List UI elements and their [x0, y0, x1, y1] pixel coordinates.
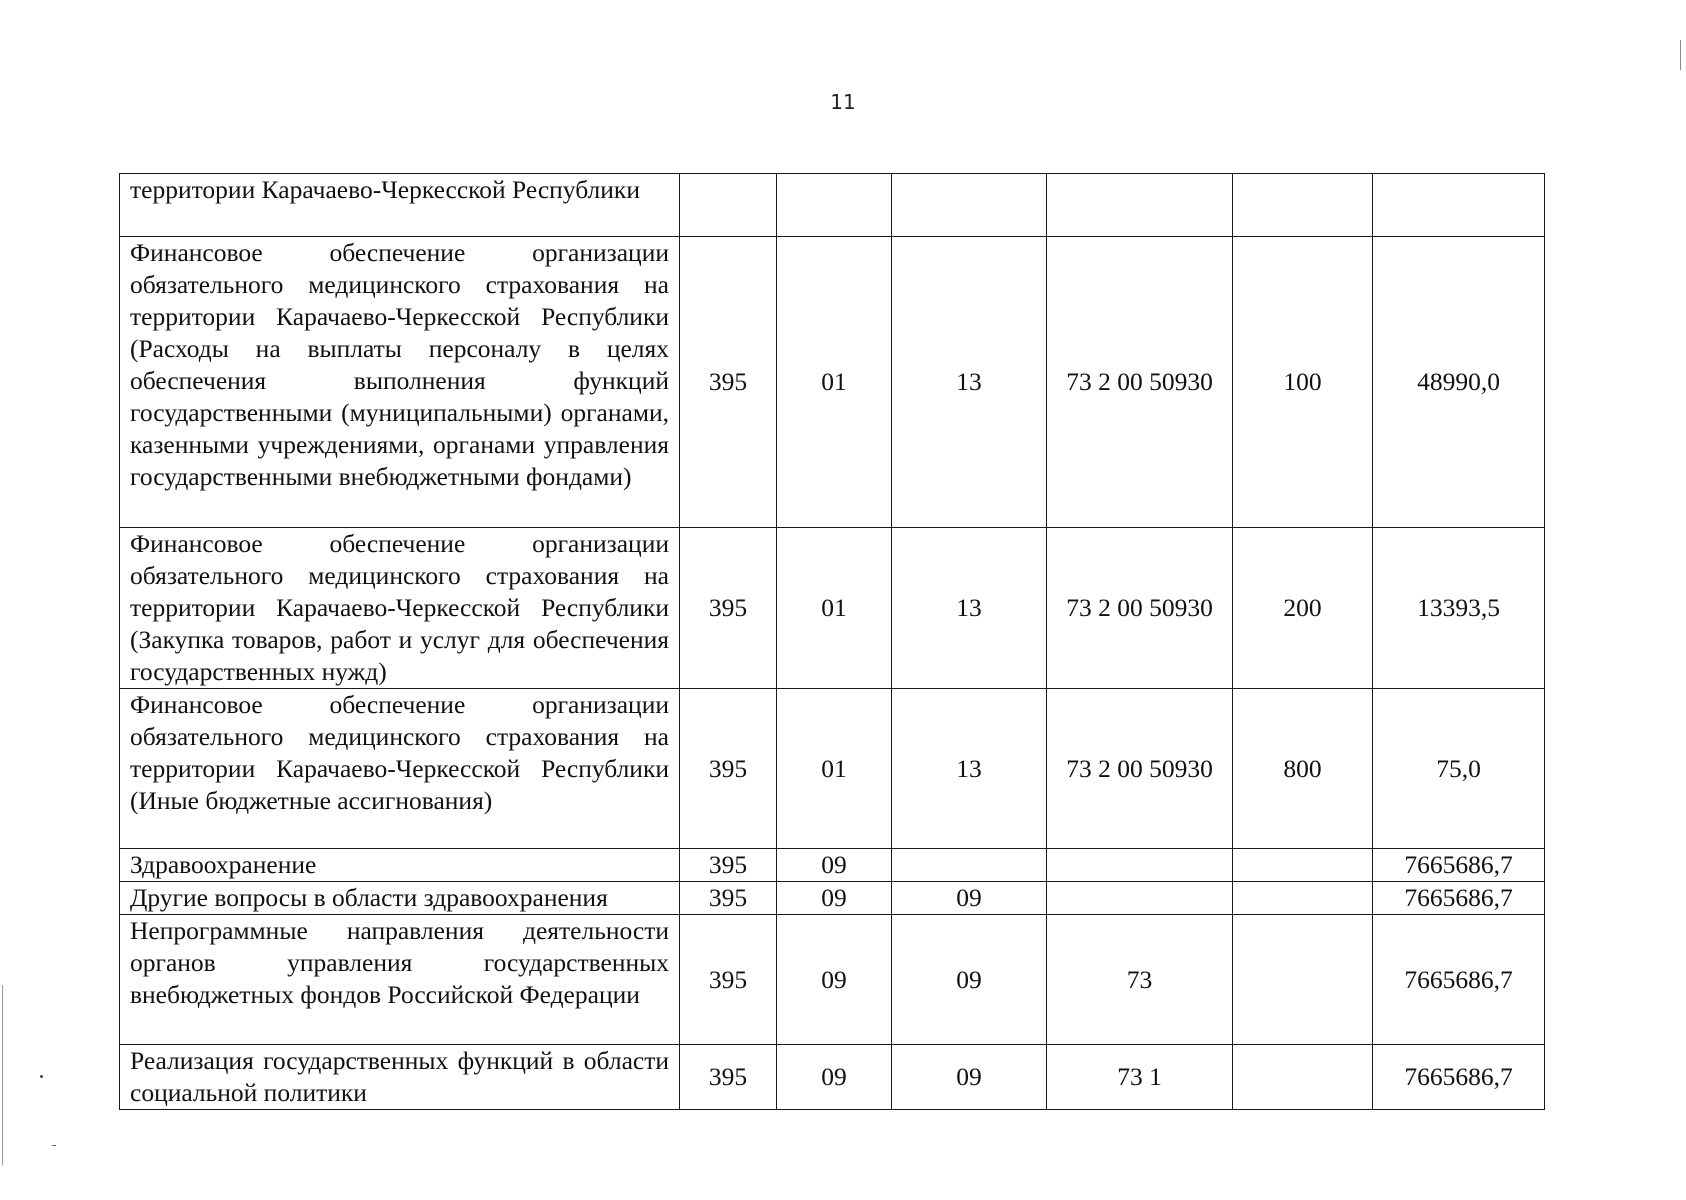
row-subsection: 09 [892, 882, 1047, 915]
row-subsection: 13 [892, 237, 1047, 528]
row-sum: 7665686,7 [1373, 882, 1545, 915]
table-row [120, 882, 1545, 915]
scan-dot [40, 1075, 43, 1078]
row-target-article [1047, 849, 1233, 882]
row-section: 09 [777, 1045, 892, 1110]
row-target-article: 73 2 00 50930 [1047, 237, 1233, 528]
row-description: территории Карачаево-Черкесской Республики [120, 174, 680, 237]
row-grbs: 395 [680, 689, 777, 849]
row-expense-type [1233, 174, 1373, 237]
row-expense-type: 100 [1233, 237, 1373, 528]
row-expense-type: 800 [1233, 689, 1373, 849]
row-sum: 7665686,7 [1373, 915, 1545, 1045]
row-target-article [1047, 882, 1233, 915]
row-description: Финансовое обеспечение организации обязательного медицинского страхования на территории Карачаево-Черкесской Республики (Иные бюджетные ассигнования) [120, 689, 680, 849]
row-grbs: 395 [680, 1045, 777, 1110]
row-target-article [1047, 174, 1233, 237]
row-grbs: 395 [680, 528, 777, 689]
row-sum: 7665686,7 [1373, 1045, 1545, 1110]
row-target-article: 73 1 [1047, 1045, 1233, 1110]
row-sum: 48990,0 [1373, 237, 1545, 528]
scan-edge-mark [1680, 40, 1681, 70]
row-subsection: 13 [892, 689, 1047, 849]
row-section: 09 [777, 915, 892, 1045]
row-description: Другие вопросы в области здравоохранения [120, 882, 680, 915]
row-grbs: 395 [680, 915, 777, 1045]
table-row [120, 689, 1545, 849]
page-number: 11 [830, 90, 856, 114]
row-subsection [892, 849, 1047, 882]
table-row [120, 915, 1545, 1045]
row-section: 09 [777, 849, 892, 882]
row-description: Финансовое обеспечение организации обязательного медицинского страхования на территории Карачаево-Черкесской Республики (Закупка товаров, работ и услуг для обеспечения государственных нужд) [120, 528, 680, 689]
budget-table [119, 173, 1545, 1110]
row-expense-type [1233, 882, 1373, 915]
row-expense-type [1233, 849, 1373, 882]
row-description: Реализация государственных функций в области социальной политики [120, 1045, 680, 1110]
row-expense-type [1233, 915, 1373, 1045]
row-sum [1373, 174, 1545, 237]
row-description: Непрограммные направления деятельности органов управления государственных внебюджетных фондов Российской Федерации [120, 915, 680, 1045]
row-grbs: 395 [680, 882, 777, 915]
row-description: Здравоохранение [120, 849, 680, 882]
table-row [120, 1045, 1545, 1110]
table-row [120, 174, 1545, 237]
scan-dot [52, 1145, 56, 1146]
row-target-article: 73 [1047, 915, 1233, 1045]
row-section: 01 [777, 689, 892, 849]
table-row [120, 849, 1545, 882]
row-target-article: 73 2 00 50930 [1047, 689, 1233, 849]
row-expense-type [1233, 1045, 1373, 1110]
row-section: 01 [777, 237, 892, 528]
row-section [777, 174, 892, 237]
table-row [120, 528, 1545, 689]
row-subsection: 13 [892, 528, 1047, 689]
row-grbs [680, 174, 777, 237]
row-section: 09 [777, 882, 892, 915]
row-target-article: 73 2 00 50930 [1047, 528, 1233, 689]
row-expense-type: 200 [1233, 528, 1373, 689]
row-section: 01 [777, 528, 892, 689]
row-subsection: 09 [892, 915, 1047, 1045]
row-grbs: 395 [680, 237, 777, 528]
row-sum: 7665686,7 [1373, 849, 1545, 882]
scan-edge-mark [2, 985, 3, 1165]
row-description: Финансовое обеспечение организации обязательного медицинского страхования на территории Карачаево-Черкесской Республики (Расходы на выплаты персоналу в целях обеспечения выполнения функций государственными (муниципальными) органами, казенными учреждениями, органами управления государственными внебюджетными фондами) [120, 237, 680, 528]
row-grbs: 395 [680, 849, 777, 882]
table-row [120, 237, 1545, 528]
row-subsection [892, 174, 1047, 237]
row-subsection: 09 [892, 1045, 1047, 1110]
row-sum: 75,0 [1373, 689, 1545, 849]
row-sum: 13393,5 [1373, 528, 1545, 689]
